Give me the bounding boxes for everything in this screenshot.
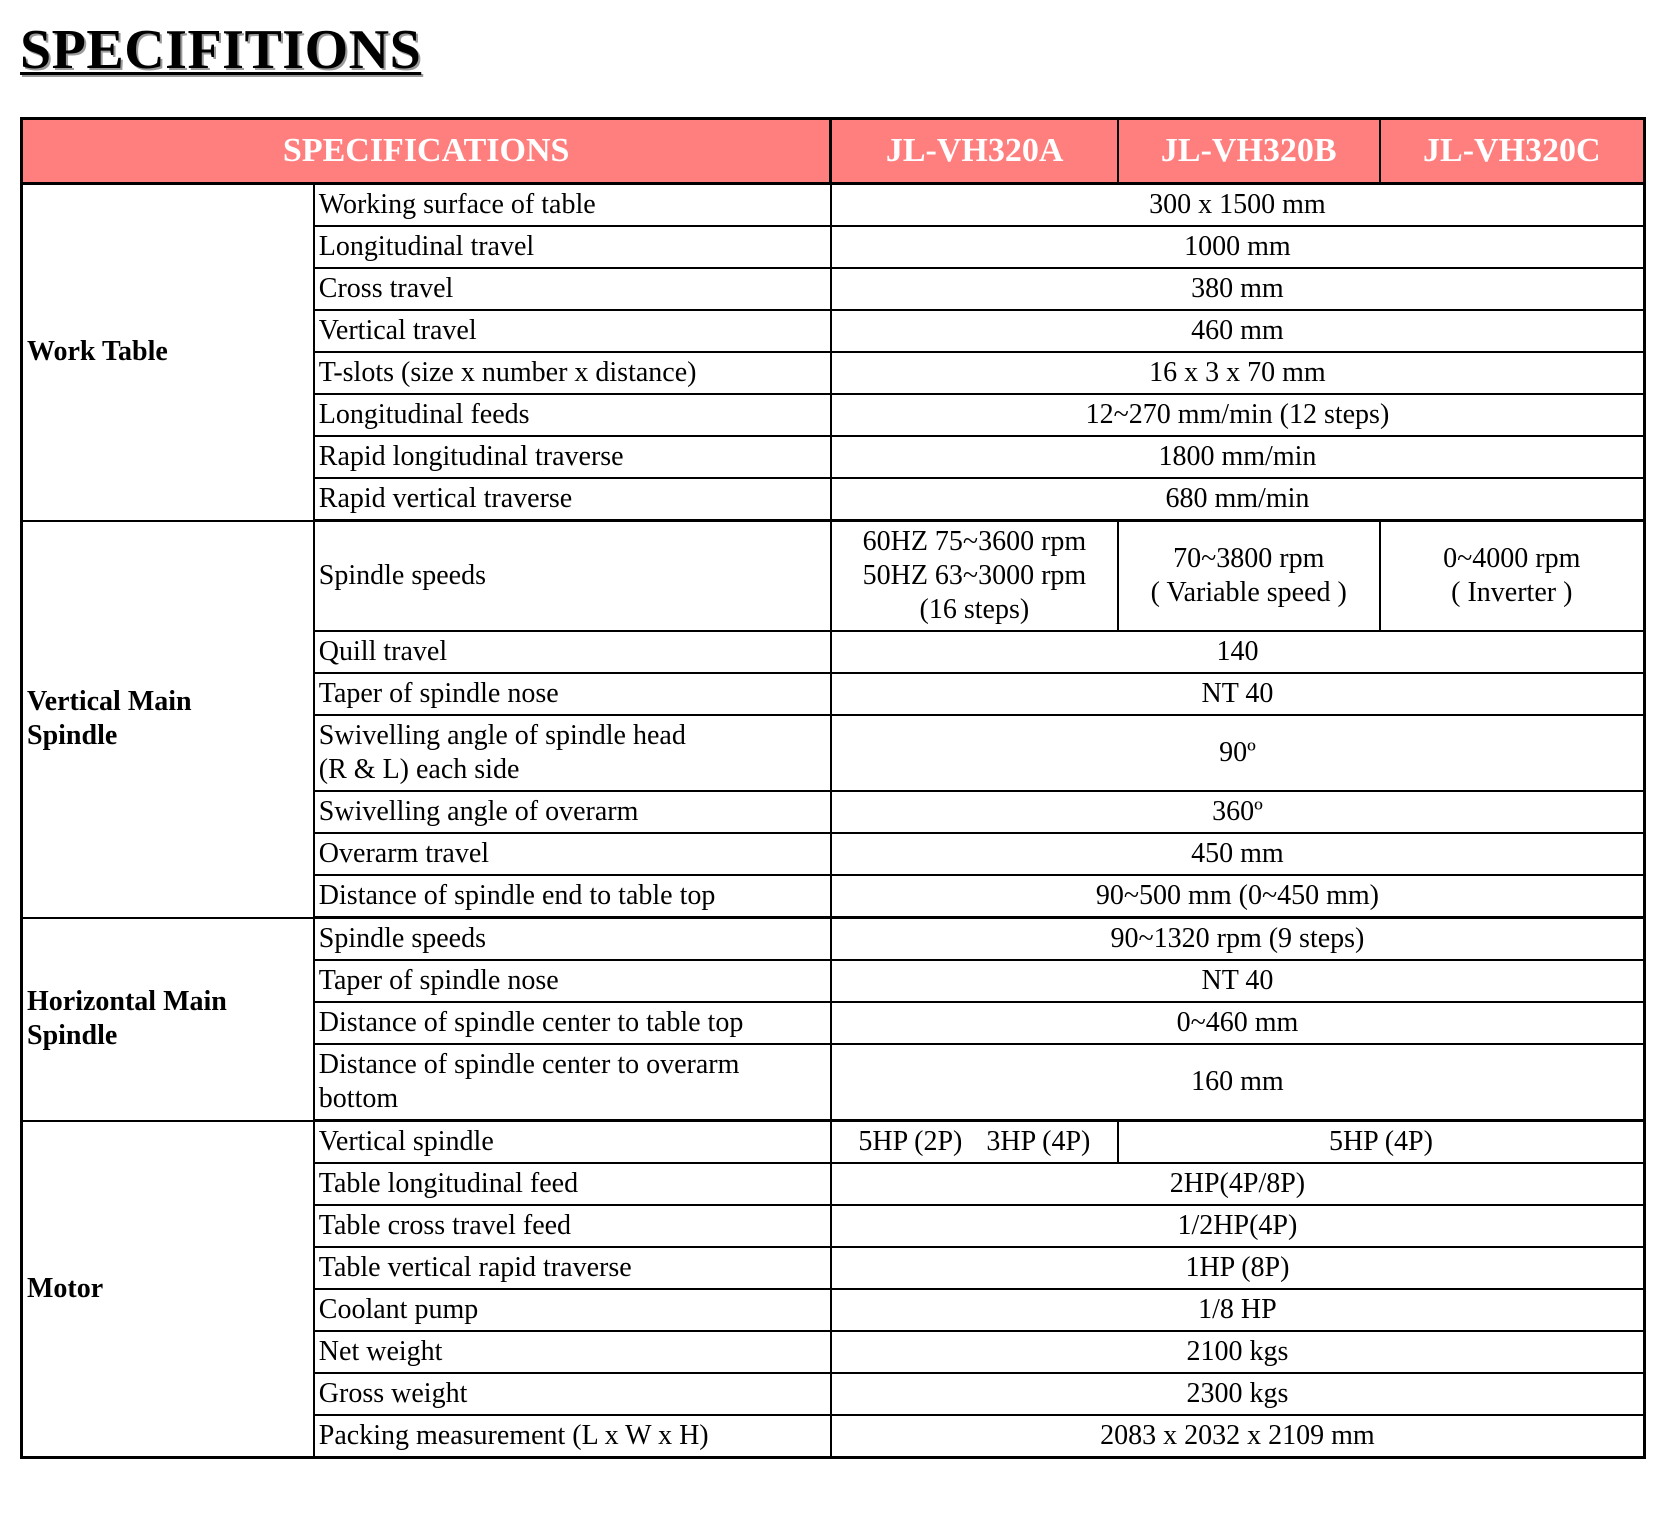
row-label: Distance of spindle end to table top (314, 875, 831, 918)
table-header-row (22, 119, 1645, 184)
row-value: 360º (831, 791, 1645, 833)
spindle-speed-model-c (1380, 521, 1645, 632)
row-label (314, 715, 831, 791)
row-label: Table cross travel feed (314, 1205, 831, 1247)
row-label: Vertical spindle (314, 1121, 831, 1164)
row-label: Spindle speeds (314, 918, 831, 961)
row-value: NT 40 (831, 673, 1645, 715)
section-horizontal-main-spindle (22, 918, 314, 1121)
header-model-a: JL-VH320A (831, 119, 1118, 184)
spindle-speed-model-b (1118, 521, 1380, 632)
row-label: Rapid vertical traverse (314, 478, 831, 521)
row-value: 16 x 3 x 70 mm (831, 352, 1645, 394)
value-line: 50HZ 63~3000 rpm (862, 560, 1087, 591)
row-label: Taper of spindle nose (314, 960, 831, 1002)
specifications-table (20, 117, 1646, 1459)
section-title-line: Spindle (27, 1020, 118, 1051)
label-line: Distance of spindle center to overarm (318, 1049, 740, 1080)
row-value: 0~460 mm (831, 1002, 1645, 1044)
row-label: Taper of spindle nose (314, 673, 831, 715)
row-value: 680 mm/min (831, 478, 1645, 521)
spindle-speed-model-a (831, 521, 1118, 632)
row-label: Gross weight (314, 1373, 831, 1415)
table-row (22, 1121, 1645, 1164)
label-line: bottom (318, 1083, 399, 1114)
row-value: 1HP (8P) (831, 1247, 1645, 1289)
row-value: 2100 kgs (831, 1331, 1645, 1373)
page-title: SPECIFITIONS (20, 19, 422, 81)
value-line: 70~3800 rpm (1173, 543, 1325, 574)
value-line: ( Variable speed ) (1150, 577, 1347, 608)
row-value: 450 mm (831, 833, 1645, 875)
row-label: T-slots (size x number x distance) (314, 352, 831, 394)
row-label: Spindle speeds (314, 521, 831, 632)
table-row (22, 918, 1645, 961)
row-value: 140 (831, 631, 1645, 673)
row-label: Distance of spindle center to table top (314, 1002, 831, 1044)
row-value: 1/2HP(4P) (831, 1205, 1645, 1247)
row-label: Table vertical rapid traverse (314, 1247, 831, 1289)
row-value: 1000 mm (831, 226, 1645, 268)
section-title-line: Vertical Main (27, 686, 192, 717)
row-value: 2083 x 2032 x 2109 mm (831, 1415, 1645, 1458)
row-value: 90º (831, 715, 1645, 791)
row-label: Table longitudinal feed (314, 1163, 831, 1205)
row-value: 90~1320 rpm (9 steps) (831, 918, 1645, 961)
row-label (314, 1044, 831, 1121)
section-title-line: Spindle (27, 720, 118, 751)
vertical-spindle-motor-model-bc: 5HP (4P) (1118, 1121, 1645, 1164)
section-title-line: Horizontal Main (27, 986, 227, 1017)
row-label: Longitudinal feeds (314, 394, 831, 436)
value-part: 3HP (4P) (986, 1126, 1091, 1157)
row-label: Cross travel (314, 268, 831, 310)
section-vertical-main-spindle (22, 521, 314, 918)
row-value: NT 40 (831, 960, 1645, 1002)
table-row (22, 184, 1645, 227)
label-line: Swivelling angle of spindle head (318, 720, 686, 751)
row-label: Overarm travel (314, 833, 831, 875)
row-label: Working surface of table (314, 184, 831, 227)
value-line: (16 steps) (919, 594, 1030, 625)
row-label: Vertical travel (314, 310, 831, 352)
section-motor: Motor (22, 1121, 314, 1458)
section-work-table: Work Table (22, 184, 314, 521)
header-model-c: JL-VH320C (1380, 119, 1645, 184)
row-label: Swivelling angle of overarm (314, 791, 831, 833)
row-label: Packing measurement (L x W x H) (314, 1415, 831, 1458)
value-line: 0~4000 rpm (1443, 543, 1581, 574)
row-label: Longitudinal travel (314, 226, 831, 268)
header-model-b: JL-VH320B (1118, 119, 1380, 184)
value-line: ( Inverter ) (1451, 577, 1573, 608)
row-value: 160 mm (831, 1044, 1645, 1121)
row-value: 380 mm (831, 268, 1645, 310)
row-value: 300 x 1500 mm (831, 184, 1645, 227)
header-specifications: SPECIFICATIONS (22, 119, 831, 184)
row-value: 460 mm (831, 310, 1645, 352)
label-line: (R & L) each side (318, 754, 520, 785)
table-row (22, 521, 1645, 632)
value-line: 60HZ 75~3600 rpm (862, 526, 1087, 557)
row-label: Net weight (314, 1331, 831, 1373)
row-label: Rapid longitudinal traverse (314, 436, 831, 478)
row-value: 12~270 mm/min (12 steps) (831, 394, 1645, 436)
row-value: 2HP(4P/8P) (831, 1163, 1645, 1205)
row-value: 2300 kgs (831, 1373, 1645, 1415)
row-label: Coolant pump (314, 1289, 831, 1331)
row-value: 90~500 mm (0~450 mm) (831, 875, 1645, 918)
vertical-spindle-motor-model-a (831, 1121, 1118, 1164)
row-value: 1800 mm/min (831, 436, 1645, 478)
row-value: 1/8 HP (831, 1289, 1645, 1331)
row-label: Quill travel (314, 631, 831, 673)
value-part: 5HP (2P) (858, 1126, 963, 1157)
